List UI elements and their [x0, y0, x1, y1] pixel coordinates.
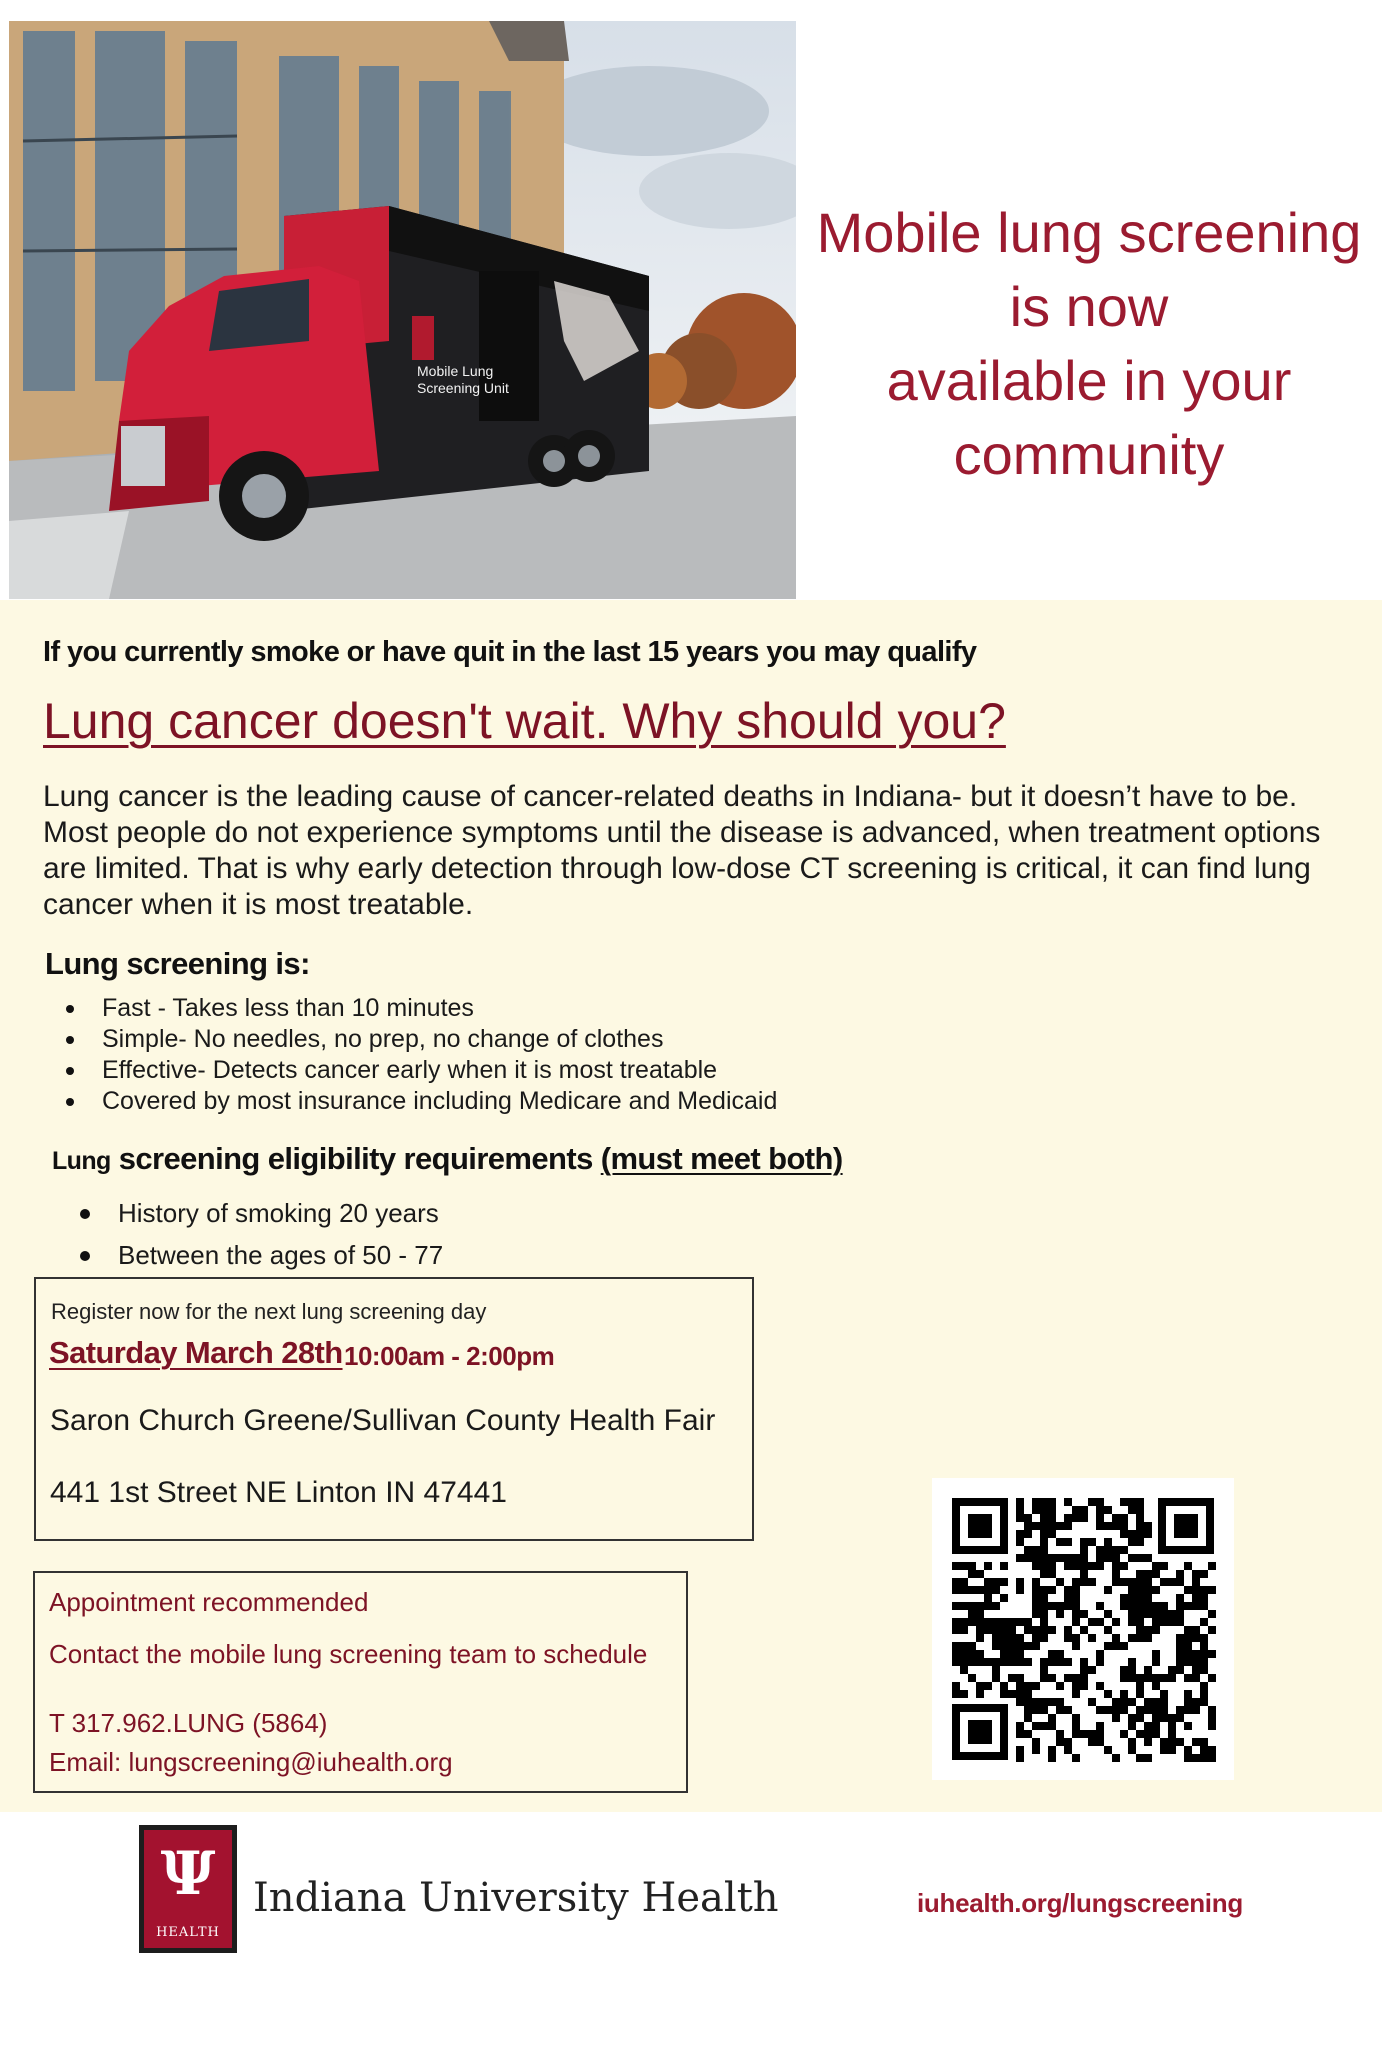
- list-item: Covered by most insurance including Medicare and Medicaid: [62, 1086, 777, 1117]
- registration-box: [34, 1277, 754, 1541]
- mobile-screening-truck-photo: [9, 21, 796, 599]
- eligibility-heading-rest: screening eligibility requirements: [110, 1141, 601, 1176]
- eligibility-list: [78, 1192, 443, 1276]
- appointment-box: [33, 1571, 688, 1793]
- headline-line: community: [953, 423, 1225, 486]
- website-link[interactable]: iuhealth.org/lungscreening: [917, 1888, 1243, 1918]
- eligibility-heading-lung: Lung: [52, 1147, 111, 1175]
- trident-icon: Ψ: [160, 1839, 216, 1909]
- list-item: Fast - Takes less than 10 minutes: [62, 993, 777, 1024]
- list-item: Effective- Detects cancer early when it is most treatable: [62, 1055, 777, 1086]
- tagline: Lung cancer doesn't wait. Why should you?: [43, 693, 1006, 749]
- qualify-text: If you currently smoke or have quit in the last 15 years you may qualify: [43, 636, 977, 668]
- truck-label-line1: Mobile Lung: [417, 363, 494, 379]
- event-address: 441 1st Street NE Linton IN 47441: [50, 1476, 507, 1509]
- eligibility-heading-emphasis: (must meet both): [600, 1141, 843, 1176]
- iu-health-logo: [139, 1825, 237, 1953]
- event-venue: Saron Church Greene/Sullivan County Health Fair: [50, 1404, 716, 1437]
- eligibility-heading: [52, 1141, 843, 1177]
- organization-name: Indiana University Health: [253, 1875, 779, 1921]
- email-link[interactable]: Email: lungscreening@iuhealth.org: [49, 1747, 453, 1777]
- screening-heading: Lung screening is:: [45, 946, 310, 981]
- qr-code[interactable]: [932, 1478, 1234, 1780]
- event-date: Saturday March 28th: [49, 1335, 343, 1370]
- headline-line: Mobile lung screening: [816, 201, 1362, 264]
- truck-label-line2: Screening Unit: [417, 380, 509, 396]
- phone-number[interactable]: T 317.962.LUNG (5864): [49, 1708, 328, 1738]
- screening-benefits-list: [62, 993, 777, 1117]
- event-time: 10:00am - 2:00pm: [344, 1341, 555, 1371]
- list-item: Simple- No needles, no prep, no change of clothes: [62, 1024, 777, 1055]
- appointment-recommended: Appointment recommended: [49, 1587, 369, 1617]
- headline-line: available in your: [886, 349, 1292, 412]
- logo-health-text: HEALTH: [156, 1925, 220, 1940]
- list-item: History of smoking 20 years: [78, 1192, 443, 1234]
- registration-intro: Register now for the next lung screening day: [51, 1299, 487, 1324]
- headline-line: is now: [1009, 275, 1169, 338]
- headline: [815, 196, 1363, 492]
- intro-paragraph: Lung cancer is the leading cause of cancer-related deaths in Indiana- but it doesn’t have to be. Most people do not experience symptoms until the disease is advanced, when treatment options are limited. That is why early detection through low-dose CT screening is critical, it can find lung cancer when it is most treatable.: [43, 780, 1321, 921]
- list-item: Between the ages of 50 - 77: [78, 1234, 443, 1276]
- appointment-contact: Contact the mobile lung screening team to schedule: [49, 1639, 648, 1669]
